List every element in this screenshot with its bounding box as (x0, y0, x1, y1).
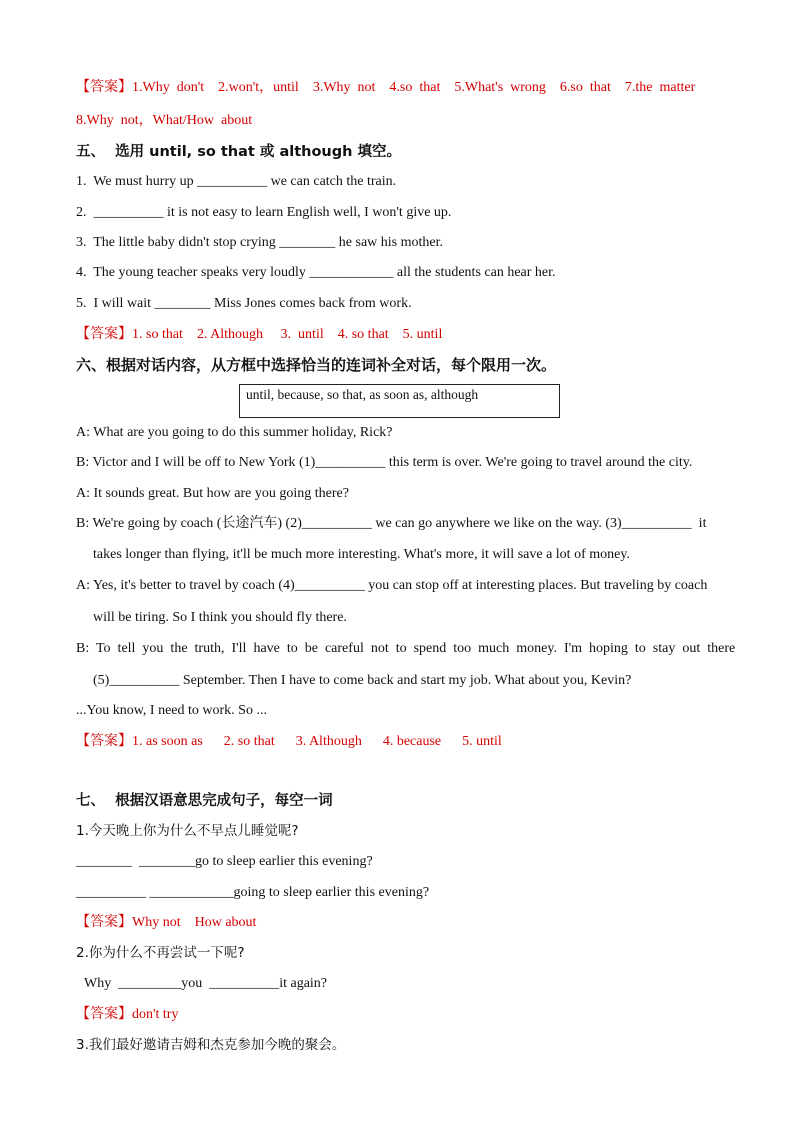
dialogue-line-5: A: Yes, it's better to travel by coach (4)__________ you can stop off at interesting places. But traveling by coach (76, 578, 708, 593)
answer-text: don't try (132, 1007, 179, 1022)
question-3-chinese: 3.我们最好邀请吉姆和杰克参加今晚的聚会。 (76, 1037, 346, 1053)
section-instruction: 根据汉语意思完成句子，每空一词 (115, 793, 333, 809)
dialogue-line-1: A: What are you going to do this summer holiday, Rick? (76, 425, 393, 440)
answer-tag: 【答案】 (76, 1007, 132, 1022)
question-2: 2. __________ it is not easy to learn English well, I won't give up. (76, 205, 452, 220)
dialogue-line-5-cont: will be tiring. So I think you should fly there. (93, 610, 347, 625)
question-4: 4. The young teacher speaks very loudly ____________ all the students can hear her. (76, 265, 556, 280)
question-5: 5. I will wait ________ Miss Jones comes back from work. (76, 296, 412, 311)
word-box (239, 384, 560, 418)
section-7-title (76, 792, 333, 810)
question-1-blank-b: __________ ____________going to sleep earlier this evening? (76, 885, 430, 900)
answer-line (76, 914, 256, 932)
answer-line-continued: 8.Why not，What/How about (76, 113, 253, 128)
dialogue-line-4-cont: takes longer than flying, it'll be much more interesting. What's more, it will save a lot of money. (93, 547, 630, 562)
dialogue-line-3: A: It sounds great. But how are you going there? (76, 486, 349, 501)
section-number: 五、 (76, 144, 105, 160)
answer-line (76, 1006, 178, 1024)
answer-line (76, 326, 442, 344)
question-1-chinese: 1.今天晚上你为什么不早点儿睡觉呢? (76, 823, 299, 839)
section-instruction: 选用 until, so that 或 although 填空。 (115, 144, 401, 160)
dialogue-line-4: B: We're going by coach (长途汽车) (2)__________ we can go anywhere we like on the way. (3)__________ it (76, 516, 707, 531)
answer-text: 1.Why don't 2.won't，until 3.Why not 4.so that 5.What's wrong 6.so that 7.the matter (132, 80, 696, 95)
question-2-chinese: 2.你为什么不再尝试一下呢? (76, 945, 245, 961)
question-1-blank-a: ________ ________go to sleep earlier this evening? (76, 854, 373, 869)
answer-tag: 【答案】 (76, 327, 132, 342)
dialogue-line-6: B: To tell you the truth, I'll have to be careful not to spend too much money. I'm hoping to stay out there (76, 641, 736, 656)
answer-text: 1. so that 2. Although 3. until 4. so that 5. until (132, 327, 443, 342)
dialogue-line-2: B: Victor and I will be off to New York (1)__________ this term is over. We're going to travel around the city. (76, 455, 693, 470)
answer-line (76, 733, 502, 751)
answer-text: 1. as soon as 2. so that 3. Although 4. because 5. until (132, 734, 502, 749)
question-2-blank: Why _________you __________it again? (84, 976, 328, 991)
question-3: 3. The little baby didn't stop crying ________ he saw his mother. (76, 235, 444, 250)
answer-text: Why not How about (132, 915, 257, 930)
question-1: 1. We must hurry up __________ we can catch the train. (76, 174, 397, 189)
answer-tag: 【答案】 (76, 915, 132, 930)
word-box-text: until, because, so that, as soon as, although (246, 387, 479, 402)
dialogue-line-6-cont: (5)__________ September. Then I have to come back and start my job. What about you, Kevin? (93, 673, 632, 688)
answer-line (76, 79, 695, 97)
dialogue-line-7: ...You know, I need to work. So ... (76, 703, 267, 718)
answer-tag: 【答案】 (76, 80, 132, 95)
answer-tag: 【答案】 (76, 734, 132, 749)
section-5-title (76, 143, 401, 161)
section-number: 七、 (76, 793, 105, 809)
section-6-title: 六、根据对话内容，从方框中选择恰当的连词补全对话，每个限用一次。 (76, 356, 557, 374)
